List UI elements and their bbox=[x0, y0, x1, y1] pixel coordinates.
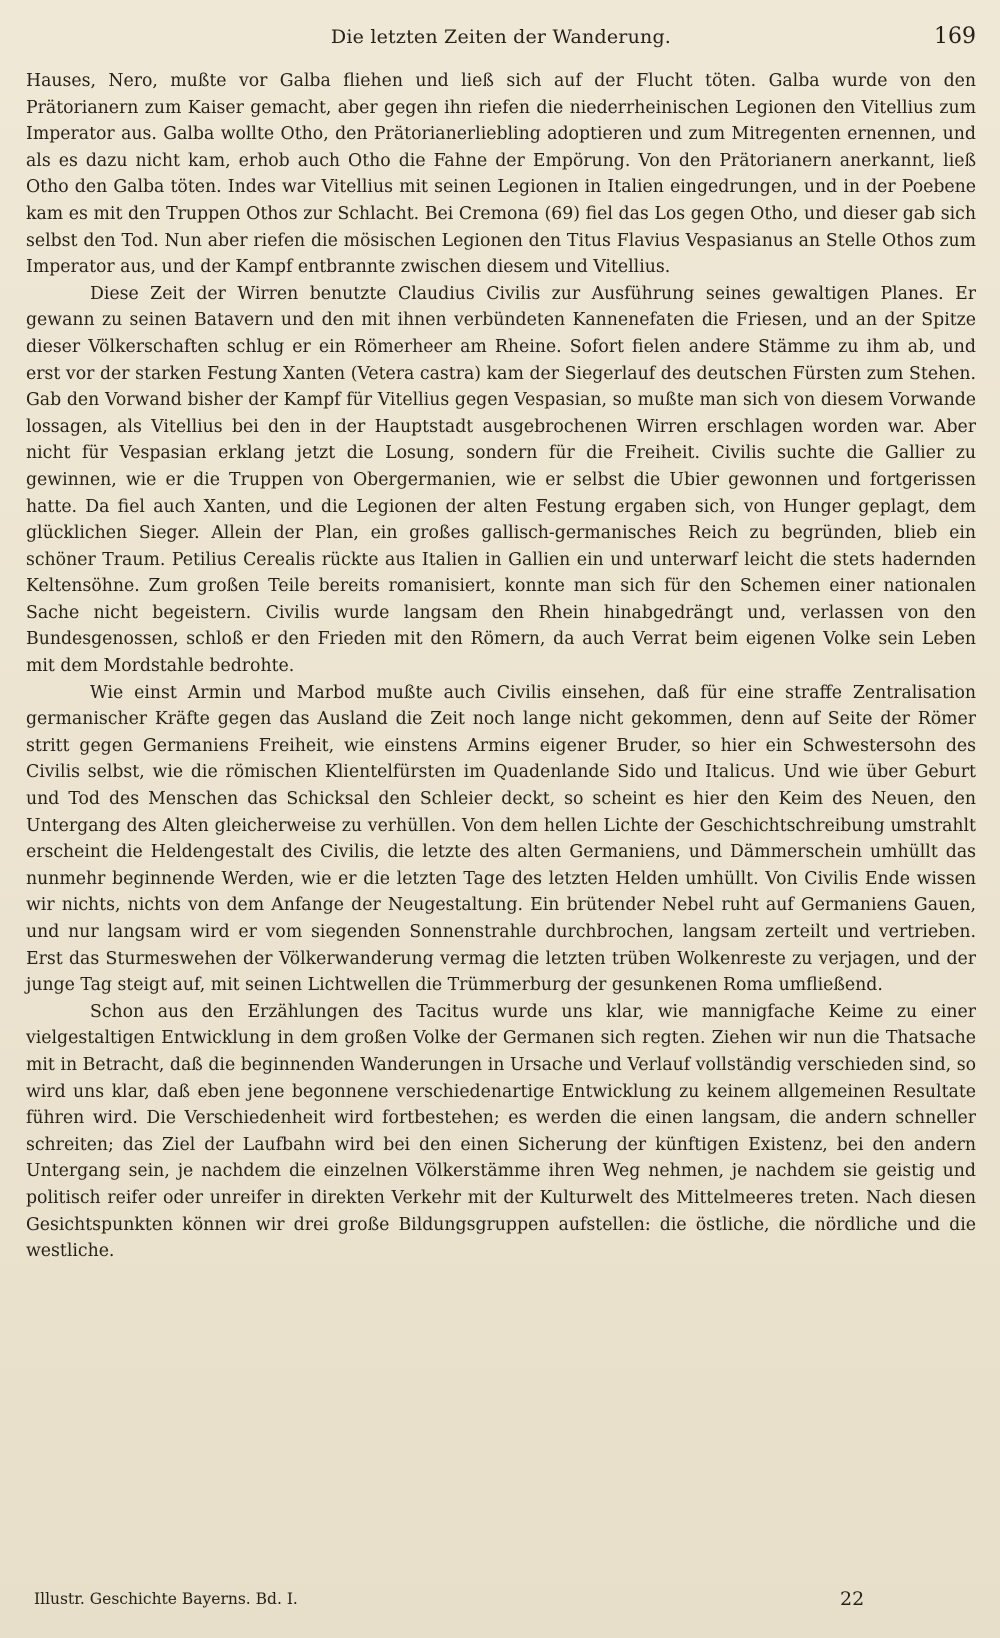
running-head bbox=[26, 26, 976, 58]
body-text bbox=[26, 68, 976, 1265]
paragraph-4: Schon aus den Erzählungen des Tacitus wurde uns klar, wie mannigfache Keime zu einer vielgestaltigen Entwicklung in dem großen Volke der Germanen sich regten. Ziehen wir nun die Thatsache mit in Betracht, daß die beginnenden Wanderungen in Ursache und Verlauf vollständig verschieden sind, so wird uns klar, daß eben jene begonnene verschiedenartige Entwicklung zu keinem allgemeinen Resultate führen wird. Die Verschiedenheit wird fortbestehen; es werden die einen langsam, die andern schneller schreiten; das Ziel der Laufbahn wird bei den einen Sicherung der künftigen Existenz, bei den andern Untergang sein, je nachdem die einzelnen Völkerstämme ihren Weg nehmen, je nachdem sie geistig und politisch reifer oder unreifer in direkten Verkehr mit der Kulturwelt des Mittelmeeres treten. Nach diesen Gesichtspunkten können wir drei große Bildungsgruppen aufstellen: die östliche, die nördliche und die westliche. bbox=[26, 1001, 976, 1262]
paragraph-3: Wie einst Armin und Marbod mußte auch Civilis einsehen, daß für eine straffe Zentralisation germanischer Kräfte gegen das Ausland die Zeit noch lange nicht gekommen, denn auf Seite der Römer stritt gegen Germaniens Freiheit, wie einstens Armins eigener Bruder, so hier ein Schwestersohn des Civilis selbst, wie die römischen Klientelfürsten im Quadenlande Sido und Italicus. Und wie über Geburt und Tod des Menschen das Schicksal den Schleier deckt, so scheint es hier den Keim des Neuen, den Untergang des Alten gleicherweise zu verhüllen. Von dem hellen Lichte der Geschichtschreibung umstrahlt erscheint die Heldengestalt des Civilis, die letzte des alten Germaniens, und Dämmerschein umhüllt das nunmehr beginnende Werden, wie er die letzten Tage des letzten Helden umhüllt. Von Civilis Ende wissen wir nichts, nichts von dem Anfange der Neugestaltung. Ein brütender Nebel ruht auf Germaniens Gauen, und nur langsam wird er vom siegenden Sonnenstrahle durchbrochen, langsam zerteilt und vertrieben. Erst das Sturmeswehen der Völkerwanderung vermag die letzten trüben Wolkenreste zu verjagen, und der junge Tag steigt auf, mit seinen Lichtwellen die Trümmerburg der gesunkenen Roma umfließend. bbox=[26, 682, 976, 996]
paragraph-1: Hauses, Nero, mußte vor Galba fliehen und ließ sich auf der Flucht töten. Galba wurde von den Prätorianern zum Kaiser gemacht, aber gegen ihn riefen die niederrheinischen Legionen den Vitellius zum Imperator aus. Galba wollte Otho, den Prätorianerliebling adoptieren und zum Mitregenten ernennen, und als es dazu nicht kam, erhob auch Otho die Fahne der Empörung. Von den Prätorianern anerkannt, ließ Otho den Galba töten. Indes war Vitellius mit seinen Legionen in Italien eingedrungen, und in der Poebene kam es mit den Truppen Othos zur Schlacht. Bei Cremona (69) fiel das Los gegen Otho, und dieser gab sich selbst den Tod. Nun aber riefen die mösischen Legionen den Titus Flavius Vespasianus an Stelle Othos zum Imperator aus, und der Kampf entbrannte zwischen diesem und Vitellius. bbox=[26, 71, 976, 278]
page-number: 169 bbox=[934, 24, 976, 49]
sheet-number: 22 bbox=[840, 1588, 865, 1610]
running-title: Die letzten Zeiten der Wanderung. bbox=[330, 26, 672, 48]
paragraph-2: Diese Zeit der Wirren benutzte Claudius Civilis zur Ausführung seines gewaltigen Planes. Er gewann zu seinen Batavern und den mit ihnen verbündeten Kannenefaten die Friesen, und an der Spitze dieser Völkerschaften schlug er ein Römerheer am Rheine. Sofort fielen andere Stämme zu ihm ab, und erst vor der starken Festung Xanten (Vetera castra) kam der Siegerlauf des deutschen Fürsten zum Stehen. Gab den Vorwand bisher der Kampf für Vitellius gegen Vespasian, so mußte man sich von diesem Vorwande lossagen, als Vitellius bei den in der Hauptstadt ausgebrochenen Wirren erschlagen worden war. Aber nicht für Vespasian erklang jetzt die Losung, sondern für die Freiheit. Civilis suchte die Gallier zu gewinnen, wie er die Truppen von Obergermanien, wie er selbst die Ubier gewonnen und fortgerissen hatte. Da fiel auch Xanten, und die Legionen der alten Festung ergaben sich, von Hunger geplagt, dem glücklichen Sieger. Allein der Plan, ein großes gallisch-germanisches Reich zu begründen, blieb ein schöner Traum. Petilius Cerealis rückte aus Italien in Gallien ein und unterwarf leicht die stets hadernden Keltensöhne. Zum großen Teile bereits romanisiert, konnte man sich für den Schemen einer nationalen Sache nicht begeistern. Civilis wurde langsam den Rhein hinabgedrängt und, verlassen von den Bundesgenossen, schloß er den Frieden mit den Römern, da auch Verrat beim eigenen Volke sein Leben mit dem Mordstahle bedrohte. bbox=[26, 283, 976, 677]
page-footer bbox=[34, 1588, 976, 1618]
footer-signature: Illustr. Geschichte Bayerns. Bd. I. bbox=[34, 1590, 298, 1608]
